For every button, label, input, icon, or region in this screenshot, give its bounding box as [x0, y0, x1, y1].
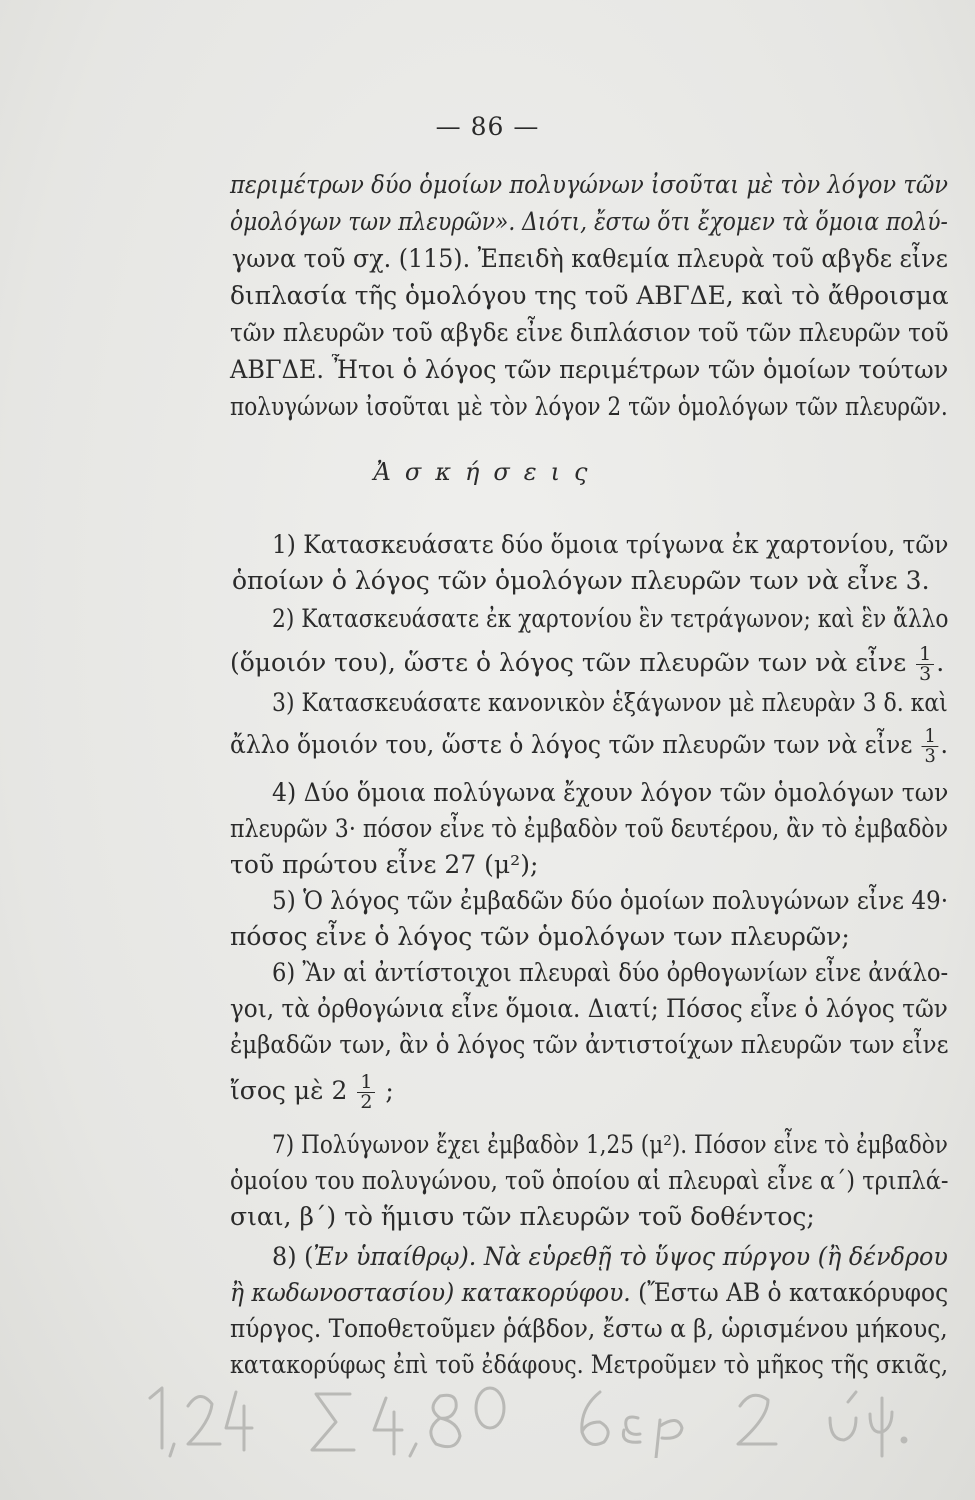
- exercise-6-text: ἴσος μὲ 2: [230, 1076, 348, 1105]
- exercise-7-line: σιαι, β΄) τὸ ἥμισυ τῶν πλευρῶν τοῦ δοθέντος;: [230, 1202, 815, 1231]
- fraction-numerator: 1: [916, 645, 934, 665]
- fraction-denominator: 3: [924, 745, 936, 767]
- handwritten-note: [140, 1378, 910, 1458]
- exercise-4-line: τοῦ πρώτου εἶνε 27 (μ²);: [230, 850, 539, 879]
- exercise-3-end: .: [940, 730, 948, 759]
- exercise-5-line: 5) Ὁ λόγος τῶν ἐμβαδῶν δύο ὁμοίων πολυγώνων εἶνε 49·: [272, 886, 949, 915]
- fraction: [922, 727, 939, 766]
- exercise-3-line: [230, 722, 948, 768]
- exercise-8-line: πύργος. Τοποθετοῦμεν ῥάβδον, ἔστω α β, ὡρισμένου μήκους,: [230, 1314, 948, 1343]
- fraction: [916, 645, 934, 684]
- exercise-8-line: κατακορύφως ἐπὶ τοῦ ἐδάφους. Μετροῦμεν τὸ μῆκος τῆς σκιᾶς,: [230, 1350, 949, 1379]
- fraction: [357, 1073, 375, 1112]
- exercise-8-line: [272, 1242, 948, 1272]
- exercise-2-text: (ὅμοιόν του), ὥστε ὁ λόγος τῶν πλευρῶν των νὰ εἶνε: [230, 648, 907, 677]
- text-line: τῶν πλευρῶν τοῦ αβγδε εἶνε διπλάσιον τοῦ τῶν πλευρῶν τοῦ: [230, 318, 949, 347]
- exercise-6-line: [230, 1066, 394, 1116]
- fraction-denominator: 2: [360, 1091, 373, 1113]
- exercise-8-title: Ἐν ὑπαίθρῳ). Νὰ εὑρεθῇ τὸ ὕψος πύργου (ἢ δένδρου: [313, 1242, 948, 1271]
- fraction-denominator: 3: [919, 663, 932, 685]
- exercise-5-line: πόσος εἶνε ὁ λόγος τῶν ὁμολόγων των πλευρῶν;: [230, 922, 850, 951]
- exercise-6-line: ἐμβαδῶν των, ἂν ὁ λόγος τῶν ἀντιστοίχων πλευρῶν των εἶνε: [230, 1030, 949, 1059]
- text-line: γωνα τοῦ σχ. (115). Ἐπειδὴ καθεμία πλευρὰ τοῦ αβγδε εἶνε: [232, 244, 948, 273]
- text-line: διπλασία τῆς ὁμολόγου της τοῦ ΑΒΓΔΕ, καὶ τὸ ἄθροισμα: [230, 281, 949, 310]
- exercise-2-line: 2) Κατασκευάσατε ἐκ χαρτονίου ἓν τετράγωνον; καὶ ἓν ἄλλο: [272, 604, 949, 633]
- exercise-2-end: .: [936, 648, 945, 677]
- text-line: ΑΒΓΔΕ. Ἦτοι ὁ λόγος τῶν περιμέτρων τῶν ὁμοίων τούτων: [230, 355, 949, 384]
- text-line: πολυγώνων ἰσοῦται μὲ τὸν λόγον 2 τῶν ὁμολόγων τῶν πλευρῶν.: [230, 392, 948, 421]
- exercise-7-line: 7) Πολύγωνον ἔχει ἐμβαδὸν 1,25 (μ²). Πόσον εἶνε τὸ ἐμβαδὸν: [272, 1130, 948, 1159]
- exercise-3-line: 3) Κατασκευάσατε κανονικὸν ἑξάγωνον μὲ πλευρὰν 3 δ. καὶ: [272, 688, 948, 717]
- section-heading: Ἀσκήσεις: [373, 458, 602, 486]
- exercise-6-end: ;: [385, 1076, 394, 1105]
- handwriting-drawing: [140, 1378, 910, 1458]
- exercise-7-line: ὁμοίου του πολυγώνου, τοῦ ὁποίου αἱ πλευραὶ εἶνε α΄) τριπλά-: [230, 1166, 949, 1195]
- text-line: ὁμολόγων των πλευρῶν». Διότι, ἔστω ὅτι ἔχομεν τὰ ὅμοια πολύ-: [230, 207, 948, 236]
- exercise-8-line: [230, 1278, 948, 1308]
- exercise-3-text: ἄλλο ὅμοιόν του, ὥστε ὁ λόγος τῶν πλευρῶν των νὰ εἶνε: [230, 730, 913, 759]
- fraction-numerator: 1: [922, 727, 939, 747]
- exercise-4-line: 4) Δύο ὅμοια πολύγωνα ἔχουν λόγον τῶν ὁμολόγων των: [272, 778, 949, 807]
- page-number: — 86 —: [435, 112, 540, 141]
- exercise-4-line: πλευρῶν 3· πόσον εἶνε τὸ ἐμβαδὸν τοῦ δευτέρου, ἂν τὸ ἐμβαδὸν: [230, 814, 948, 843]
- exercise-6-line: 6) Ἂν αἱ ἀντίστοιχοι πλευραὶ δύο ὀρθογωνίων εἶνε ἀνάλο-: [272, 958, 949, 987]
- fraction-numerator: 1: [357, 1073, 375, 1093]
- exercise-1-line: 1) Κατασκευάσατε δύο ὅμοια τρίγωνα ἐκ χαρτονίου, τῶν: [272, 530, 949, 559]
- exercise-8-text: (Ἔστω ΑΒ ὁ κατακόρυφος: [630, 1278, 949, 1307]
- exercise-8-text-italic: ἢ κωδωνοστασίου) κατακορύφου.: [230, 1278, 631, 1307]
- text-line: περιμέτρων δύο ὁμοίων πολυγώνων ἰσοῦται μὲ τὸν λόγον τῶν: [230, 170, 949, 199]
- exercise-6-line: γοι, τὰ ὀρθογώνια εἶνε ὅμοια. Διατί; Πόσος εἶνε ὁ λόγος τῶν: [230, 994, 948, 1023]
- exercise-8-number: 8) (: [272, 1242, 314, 1271]
- exercise-1-line: ὁποίων ὁ λόγος τῶν ὁμολόγων πλευρῶν των νὰ εἶνε 3.: [232, 566, 930, 595]
- exercise-2-line: [230, 640, 944, 686]
